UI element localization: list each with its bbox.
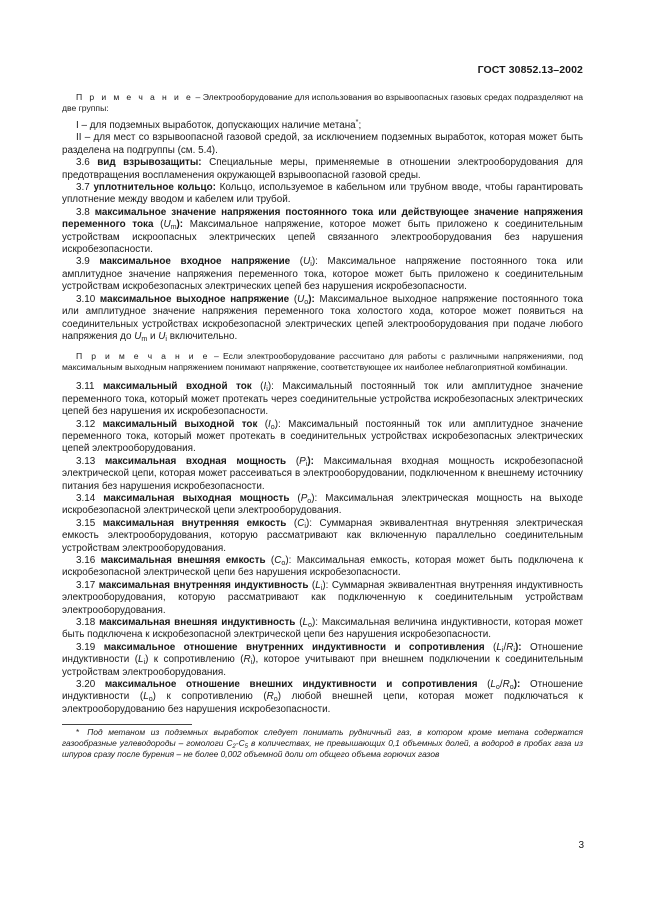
symbol-slash: / — [503, 641, 507, 653]
symbol: R — [243, 654, 251, 666]
clause-text: Максимальная величина индуктивности, которая может быть подключена к искробезопасной электрической цепи без нарушения искробезопасности. — [62, 617, 583, 641]
clause-paren: ): — [513, 679, 521, 691]
clause-3-12 — [62, 419, 583, 456]
clause-number: 3.20 — [76, 679, 96, 691]
clause-text: Максимальный постоянный ток или амплитудное значение переменного тока, который может протекать через соединительные устройства искробезопасных электрических цепей без нарушения их искробезопасности. — [62, 381, 583, 418]
clause-number: 3.18 — [76, 617, 96, 629]
footnote-text: в количествах, не превышающих 0,1 объемных долей, а водород в пробах газа из шпуров сразу после бурения – не более 0,002 объемной доли от общего объема горючих газов — [62, 738, 583, 760]
clause-3-13 — [62, 456, 583, 493]
clause-text: Максимальная электрическая мощность на выходе искробезопасной электрической цепи электрооборудования. — [62, 492, 583, 517]
symbol-sub: i — [250, 658, 253, 667]
clause-term: максимальная внешняя индуктивность — [99, 617, 296, 629]
clause-number: 3.11 — [76, 381, 95, 393]
clause-term: максимальное входное напряжение — [99, 256, 291, 268]
note-voltages — [62, 351, 583, 373]
symbol: U — [134, 330, 142, 342]
symbol: U — [158, 330, 166, 342]
clause-number: 3.15 — [76, 517, 96, 529]
clause-paren: ( — [286, 517, 298, 529]
clause-number: 3.14 — [76, 492, 96, 504]
clause-paren: ): — [267, 381, 274, 393]
clause-3-15 — [62, 518, 583, 555]
note-label: П р и м е ч а н и е — [76, 351, 210, 362]
symbol: R — [502, 679, 510, 691]
symbol-sub: o — [148, 695, 153, 704]
symbol: L — [496, 641, 502, 653]
clause-3-7 — [62, 182, 583, 207]
clause-3-17 — [62, 580, 583, 617]
symbol: P — [299, 455, 306, 467]
clause-3-11 — [62, 381, 583, 418]
clause-paren: ): — [322, 579, 329, 591]
clause-paren: ( — [257, 418, 269, 430]
clause-number: 3.6 — [76, 157, 90, 169]
clause-number: 3.17 — [76, 579, 96, 591]
clause-3-16 — [62, 555, 583, 580]
symbol-sub: i — [501, 645, 504, 654]
footnote-sub: 5 — [244, 744, 248, 751]
clause-text: Максимальный постоянный ток или амплитудное значение переменного тока, который может протекать в соединительных устройствах искробезопасных электрических цепей электрооборудования. — [62, 418, 583, 455]
clause-3-8 — [62, 207, 583, 257]
note-groups — [62, 92, 583, 114]
symbol: R — [506, 641, 514, 653]
clause-text: ) к сопротивлению ( — [152, 691, 267, 703]
clause-paren: ): — [305, 517, 313, 529]
clause-3-18 — [62, 617, 583, 642]
clause-paren: ( — [308, 579, 316, 591]
symbol-sub: i — [143, 658, 146, 667]
clause-paren: ): — [311, 617, 318, 629]
symbol: L — [143, 691, 149, 703]
symbol: U — [303, 256, 311, 268]
symbol-sub: o — [307, 496, 312, 505]
clause-number: 3.13 — [76, 455, 96, 467]
clause-term: максимальный выходной ток — [102, 418, 258, 430]
standard-code: ГОСТ 30852.13–2002 — [477, 64, 583, 76]
clause-text: Максимальное напряжение постоянного тока или амплитудное значение напряжения переменного тока, которое может быть приложено к соединительным устройствам искробезопасных электрических цепей без нарушения искробезопасности. — [62, 256, 583, 293]
group-1 — [62, 120, 583, 132]
clause-text: Специальные меры, применяемые в отношении электрооборудования для предотвращения воспламенения окружающей взрывоопасной газовой среды. — [62, 157, 583, 181]
clause-term: максимальная внутренняя индуктивность — [98, 579, 309, 591]
clause-paren: ( — [477, 679, 491, 691]
clause-paren: ): — [285, 555, 292, 566]
clause-text: Максимальное выходное напряжение постоянного тока или амплитудное значение напряжения переменного тока холостого хода, которое может появиться на соединительных устройствах искробезопасной электрических цепей электрооборудования при подаче любого напряжения до — [62, 293, 583, 342]
clause-term: максимальная внутренняя емкость — [102, 517, 287, 529]
clause-term: максимальная выходная мощность — [103, 492, 290, 504]
clause-term: максимальное отношение внешних индуктивности и сопротивления — [104, 679, 478, 691]
clause-term: максимальный входной ток — [102, 381, 252, 393]
clause-text: Максимальная емкость, которая может быть подключена к искробезопасной электрической цепи без нарушения искробезопасности. — [62, 555, 583, 579]
clause-term: максимальная внешняя емкость — [100, 555, 266, 566]
symbol: L — [302, 617, 308, 629]
clause-paren: ( — [265, 555, 275, 566]
clause-paren: ( — [153, 219, 164, 231]
group-2: II – для мест со взрывоопасной газовой средой, за исключением подземных выработок, которая может быть разделена на подгруппы (см. 5.4). — [62, 132, 583, 156]
symbol: L — [138, 654, 144, 666]
symbol-sub: i — [165, 334, 168, 343]
footnote-ref: * — [355, 118, 359, 126]
note-text: – Электрооборудование для использования во взрывоопасных газовых средах подразделяют на две группы: — [62, 92, 583, 113]
clause-text: ) к сопротивлению ( — [145, 654, 244, 666]
clause-text: Кольцо, используемое в кабельном или трубном вводе, чтобы гарантировать уплотнение между вводом и кабелем или трубой. — [62, 182, 583, 206]
clause-paren: ( — [289, 293, 298, 305]
symbol: R — [266, 691, 274, 703]
symbol: C — [297, 517, 305, 529]
clause-paren: ( — [484, 641, 497, 653]
document-body — [62, 92, 583, 760]
clause-paren: ( — [286, 455, 300, 467]
clause-paren: ( — [295, 617, 303, 629]
symbol-sub: o — [495, 683, 500, 692]
symbol: I — [263, 381, 267, 393]
symbol: L — [490, 679, 496, 691]
footnote-sub: 2 — [232, 744, 236, 751]
clause-term: максимальная входная мощность — [104, 455, 287, 467]
note-label: П р и м е ч а н и е — [76, 92, 194, 102]
symbol-sub: m — [170, 223, 177, 232]
symbol-sub: o — [270, 422, 275, 431]
page-number: 3 — [578, 840, 584, 851]
symbol: U — [297, 293, 305, 305]
symbol-sub: o — [281, 559, 286, 567]
clause-term: уплотнительное кольцо: — [93, 182, 216, 194]
clause-text: ), которое учитывают при внешнем подключении к соединительным устройствам электрооборудования. — [62, 654, 583, 678]
clause-3-19 — [62, 642, 583, 679]
clause-text: Отношение индуктивности ( — [62, 641, 583, 666]
symbol-sub: i — [310, 260, 312, 269]
clause-paren: ( — [251, 381, 264, 393]
clause-number: 3.9 — [76, 256, 90, 268]
clause-text: включительно. — [167, 330, 238, 342]
symbol: I — [268, 418, 271, 430]
clause-number: 3.19 — [76, 641, 96, 653]
symbol-sub: i — [513, 645, 515, 654]
symbol-sub: i — [304, 521, 306, 530]
clause-paren: ): — [311, 256, 318, 268]
symbol: L — [315, 579, 321, 591]
symbol-slash: / — [499, 679, 503, 691]
clause-number: 3.8 — [76, 206, 90, 218]
clause-number: 3.10 — [76, 293, 96, 305]
symbol-sub: i — [320, 583, 323, 592]
footnote-divider — [62, 724, 192, 725]
symbol-sub: o — [509, 683, 514, 692]
clause-paren: ): — [514, 641, 522, 653]
symbol-sub: m — [141, 334, 148, 343]
clause-paren: ): — [176, 219, 184, 231]
footnote-text: -С — [235, 738, 245, 749]
symbol: C — [274, 555, 282, 566]
symbol: U — [163, 219, 171, 231]
footnote — [62, 727, 583, 760]
symbol-sub: i — [305, 459, 308, 468]
clause-3-20 — [62, 679, 583, 716]
symbol-sub: o — [273, 695, 278, 704]
clause-paren: ): — [308, 293, 315, 305]
clause-term: максимальное отношение внутренних индуктивности и сопротивления — [103, 641, 485, 653]
footnote-text: Под метаном из подземных выработок следует понимать рудничный газ, в котором кроме метана содержатся газообразные углеводороды – гомологи С — [62, 727, 583, 749]
symbol: P — [300, 492, 308, 504]
clause-text: Отношение индуктивности ( — [62, 679, 583, 703]
clause-text: Суммарная эквивалентная внутренняя индуктивность электрооборудования, которую рассматривают как подключенную к соединительным устройствам электрооборудования. — [62, 579, 583, 616]
clause-number: 3.12 — [76, 418, 96, 430]
clause-paren: ): — [274, 418, 281, 430]
clause-text: ) любой внешней цепи, которая может подключаться к электрооборудованию без нарушения искробезопасности. — [62, 691, 583, 715]
footnote-mark: * — [76, 727, 80, 738]
group-1-text: I – для подземных выработок, допускающих наличие метана — [76, 120, 356, 131]
clause-text: Суммарная эквивалентная внутренняя электрическая емкость электрооборудования, которую рассматривают как включенную параллельно соединительным устройствам электрооборудования. — [62, 517, 584, 554]
clause-text: Максимальное напряжение, которое может быть приложено к соединительным устройствам искроопасных электрических цепей связанного электрооборудования без нарушения искробезопасности. — [62, 219, 583, 256]
clause-number: 3.16 — [76, 555, 96, 566]
group-1-end: ; — [358, 120, 362, 131]
clause-3-14 — [62, 493, 583, 518]
clause-paren: ): — [307, 455, 314, 467]
clause-text: и — [147, 330, 159, 342]
clause-number: 3.7 — [76, 182, 90, 194]
clause-3-9 — [62, 256, 583, 293]
clause-paren: ): — [311, 492, 318, 504]
symbol-sub: i — [266, 385, 268, 394]
note-text: – Если электрооборудование рассчитано для работы с различными напряжениями, под максимальным выходным напряжением понимают напряжение, соответствующее их наиболее неблагоприятной комбинации. — [62, 351, 583, 373]
symbol-sub: o — [304, 297, 309, 306]
clause-paren: ( — [289, 492, 301, 504]
clause-3-10 — [62, 294, 583, 344]
clause-text: Максимальная входная мощность искробезопасной электрической цепи, которая может рассеиваться в электрооборудовании, подключенном к внешнему источнику питания без нарушения искробезопасности. — [62, 455, 583, 492]
clause-paren: ( — [290, 256, 304, 268]
clause-term: вид взрывозащиты: — [97, 157, 202, 169]
clause-3-6 — [62, 157, 583, 182]
clause-term: максимальное значение напряжения постоянного тока или действующее значение напряжения переменного тока — [62, 206, 583, 231]
clause-term: максимальное выходное напряжение — [99, 293, 290, 305]
symbol-sub: o — [307, 621, 312, 630]
